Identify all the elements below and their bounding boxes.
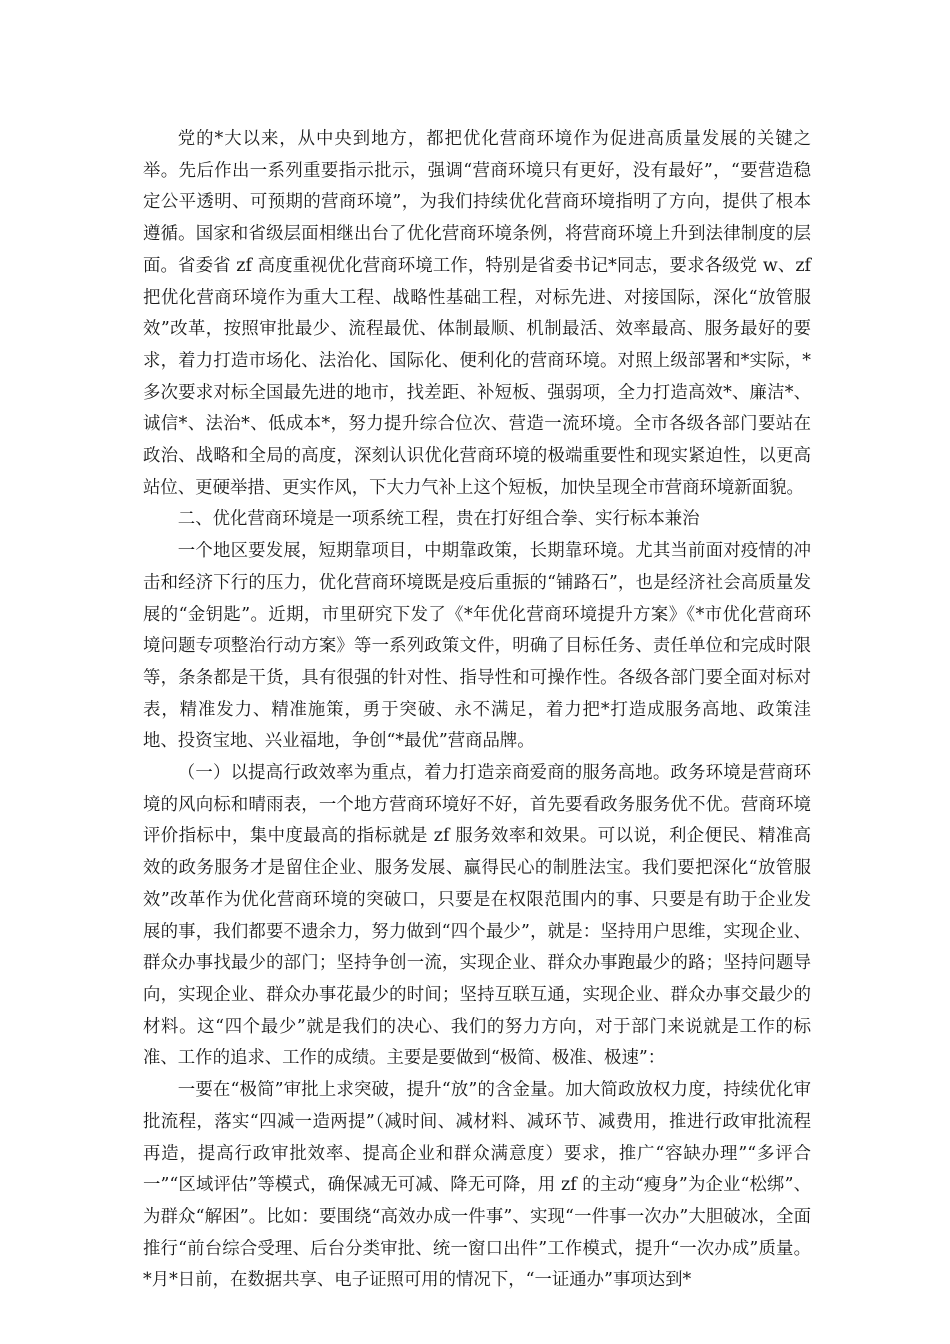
- section-heading-2: 二、优化营商环境是一项系统工程，贵在打好组合拳、实行标本兼治: [177, 509, 700, 530]
- paragraph-intro: 党的*大以来，从中央到地方，都把优化营商环境作为促进高质量发展的关键之举。先后作出一系列重要指示批示，强调“营商环境只有更好，没有最好”，“要营造稳定公平透明、可预期的营商环境”，为我们持续优化营商环境指明了方向，提供了根本遵循。国家和省级层面相继出台了优化营商环境条例，将营商环境上升到法律制度的层面。省委省 zf 高度重视优化营商环境工作，特别是省委书记*同志，要求各级党 w、zf 把优化营商环境作为重大工程、战略性基础工程，对标先进、对接国际，深化“放管服效”改革，按照审批最少、流程最优、体制最顺、机制最活、效率最高、服务最好的要求，着力打造市场化、法治化、国际化、便利化的营商环境。对照上级部署和*实际，*多次要求对标全国最先进的地市，找差距、补短板、强弱项，全力打造高效*、廉洁*、诚信*、法治*、低成本*，努力提升综合位次、营造一流环境。全市各级各部门要站在政治、战略和全局的高度，深刻认识优化营商环境的极端重要性和现实紧迫性，以更高站位、更硬举措、更实作风，下大力气补上这个短板，加快呈现全市营商环境新面貌。: [143, 129, 811, 498]
- paragraph-efficiency: （一）以提高行政效率为重点，着力打造亲商爱商的服务高地。政务环境是营商环境的风向标和晴雨表，一个地方营商环境好不好，首先要看政务服务优不优。营商环境评价指标中，集中度最高的指标就是 zf 服务效率和效果。可以说，利企便民、精准高效的政务服务才是留住企业、服务发展、赢得民心的制胜法宝。我们要把深化“放管服效”改革作为优化营商环境的突破口，只要是在权限范围内的事、只要是有助于企业发展的事，我们都要不遗余力，努力做到“四个最少”，就是：坚持用户思维，实现企业、群众办事找最少的部门；坚持争创一流，实现企业、群众办事跑最少的路；坚持问题导向，实现企业、群众办事花最少的时间；坚持互联互通，实现企业、群众办事交最少的材料。这“四个最少”就是我们的决心、我们的努力方向，对于部门来说就是工作的标准、工作的追求、工作的成绩。主要是要做到“极简、极准、极速”：: [143, 763, 811, 1069]
- document-body: [143, 124, 811, 1297]
- paragraph-approval: 一要在“极简”审批上求突破，提升“放”的含金量。加大简政放权力度，持续优化审批流程，落实“四减一造两提”（减时间、减材料、减环节、减费用，推进行政审批流程再造，提高行政审批效率、提高企业和群众满意度）要求，推广“容缺办理”“多评合一”“区域评估”等模式，确保减无可减、降无可降，用 zf 的主动“瘦身”为企业“松绑”、为群众“解困”。比如：要围绕“高效办成一件事”、实现“一件事一次办”大胆破冰，全面推行“前台综合受理、后台分类审批、统一窗口出件”工作模式，提升“一次办成”质量。*月*日前，在数据共享、电子证照可用的情况下，“一证通办”事项达到*: [143, 1080, 811, 1291]
- paragraph-development: 一个地区要发展，短期靠项目，中期靠政策，长期靠环境。尤其当前面对疫情的冲击和经济下行的压力，优化营商环境既是疫后重振的“铺路石”，也是经济社会高质量发展的“金钥匙”。近期，市里研究下发了《*年优化营商环境提升方案》《*市优化营商环境问题专项整治行动方案》等一系列政策文件，明确了目标任务、责任单位和完成时限等，条条都是干货，具有很强的针对性、指导性和可操作性。各级各部门要全面对标对表，精准发力、精准施策，勇于突破、永不满足，着力把*打造成服务高地、政策洼地、投资宝地、兴业福地，争创“*最优”营商品牌。: [143, 541, 811, 752]
